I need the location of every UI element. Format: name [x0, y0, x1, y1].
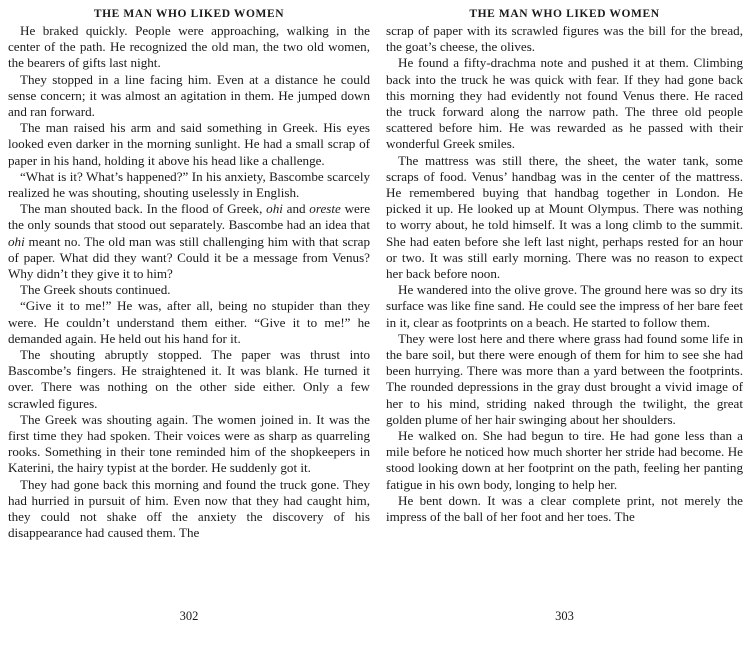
paragraph: He bent down. It was a clear complete print, not merely the impress of the ball of her foot and her toes. The — [386, 492, 743, 525]
page-number: 303 — [555, 609, 574, 623]
running-head: THE MAN WHO LIKED WOMEN — [93, 8, 285, 20]
body-text — [386, 23, 743, 525]
paragraph: The shouting abruptly stopped. The paper was thrust into Bascombe’s fingers. He straightened it. It was blank. He turned it over. There was nothing on the other side either. Only a few scrawled figures. — [8, 347, 370, 411]
paragraph: “What is it? What’s happened?” In his anxiety, Bascombe scarcely realized he was shouting, shouting uselessly in English. — [8, 168, 370, 201]
italic-word: oreste — [309, 201, 341, 217]
body-text — [8, 23, 370, 542]
paragraph-group — [386, 55, 743, 525]
paragraph: They were lost here and there where grass had found some life in the bare soil, but there were enough of them for him to see she had been hurrying. There was more than a yard between the footprints. The rounded depressions in the gray dust brought a vivid image of her to his mind, striding naked through the twilight, the great golden plume of her hair swinging about her shoulders. — [386, 330, 743, 427]
paragraph: The man shouted back. In the flood of Greek, ohi and oreste were the only sounds that stood out separately. Bascombe had an idea that ohi meant no. The old man was still challenging him with that scrap of paper. What did they want? Could it be a message from Venus? Why didn’t they give it to him? — [8, 201, 371, 282]
paragraph: The Greek was shouting again. The women joined in. It was the first time they had spoken. Their voices were as sharp as quarreling rooks. Something in their tone reminded him of the shopkeepers in Katerini, the hairy typist at the border. He suddenly got it. — [8, 411, 370, 476]
paragraph: They had gone back this morning and found the truck gone. They had hurried in pursuit of him. Even now that they had caught him, they could not shake off the anxiety the discovery of his disappearance had caused them. The — [8, 476, 370, 541]
page-number: 302 — [179, 609, 199, 623]
paragraph: He walked on. She had begun to tire. He had gone less than a mile before he noticed how much shorter her stride had become. He stood looking down at her footprint on the path, feeling her panting fatigue in his own body, longing to help her. — [386, 428, 743, 492]
paragraph: He braked quickly. People were approaching, walking in the center of the path. He recognized the old man, the two old women, the bearers of gifts last night. — [8, 23, 370, 71]
running-head: THE MAN WHO LIKED WOMEN — [469, 8, 660, 20]
italic-word: ohi — [266, 201, 283, 217]
left-page — [8, 0, 370, 650]
paragraph: The mattress was still there, the sheet, the water tank, some scraps of food. Venus’ handbag was in the center of the mattress. He remembered buying that handbag together in London. He picked it up. He looked up at Mount Olympus. There was nothing to worry about, he told himself. It was a long climb to the summit. She had eaten before she left last night, perhaps rested for an hour or two. It was still early morning. There was no reason to expect her back before noon. — [386, 152, 743, 282]
right-page — [386, 0, 743, 650]
continued-paragraph: scrap of paper with its scrawled figures was the bill for the bread, the goat’s cheese, the olives. — [386, 23, 743, 55]
paragraph: The man raised his arm and said something in Greek. His eyes looked even darker in the morning sunlight. He had a small scrap of paper in his hand, holding it above his head like a challenge. — [8, 120, 370, 168]
paragraph: They stopped in a line facing him. Even at a distance he could sense concern; it was almost an agitation in them. He jumped down and ran forward. — [8, 71, 370, 120]
paragraph: “Give it to me!” He was, after all, being no stupider than they were. He couldn’t understand them either. “Give it to me!” he demanded again. He held out his hand for it. — [8, 298, 370, 346]
italic-word: ohi — [8, 233, 25, 249]
paragraph: The Greek shouts continued. — [20, 282, 171, 298]
paragraph: He wandered into the olive grove. The ground here was so dry its surface was like fine sand. He could see the impress of her bare feet in it, clear as footprints on a beach. He started to follow them. — [386, 282, 743, 330]
paragraph: He found a fifty-drachma note and pushed it at them. Climbing back into the truck he was quick with fear. If they had gone back this morning they had evidently not found Venus there. He raced the truck forward along the narrow path. The three old people scattered before him. He was rewarded as he passed with their wonderful Greek smiles. — [386, 55, 743, 152]
